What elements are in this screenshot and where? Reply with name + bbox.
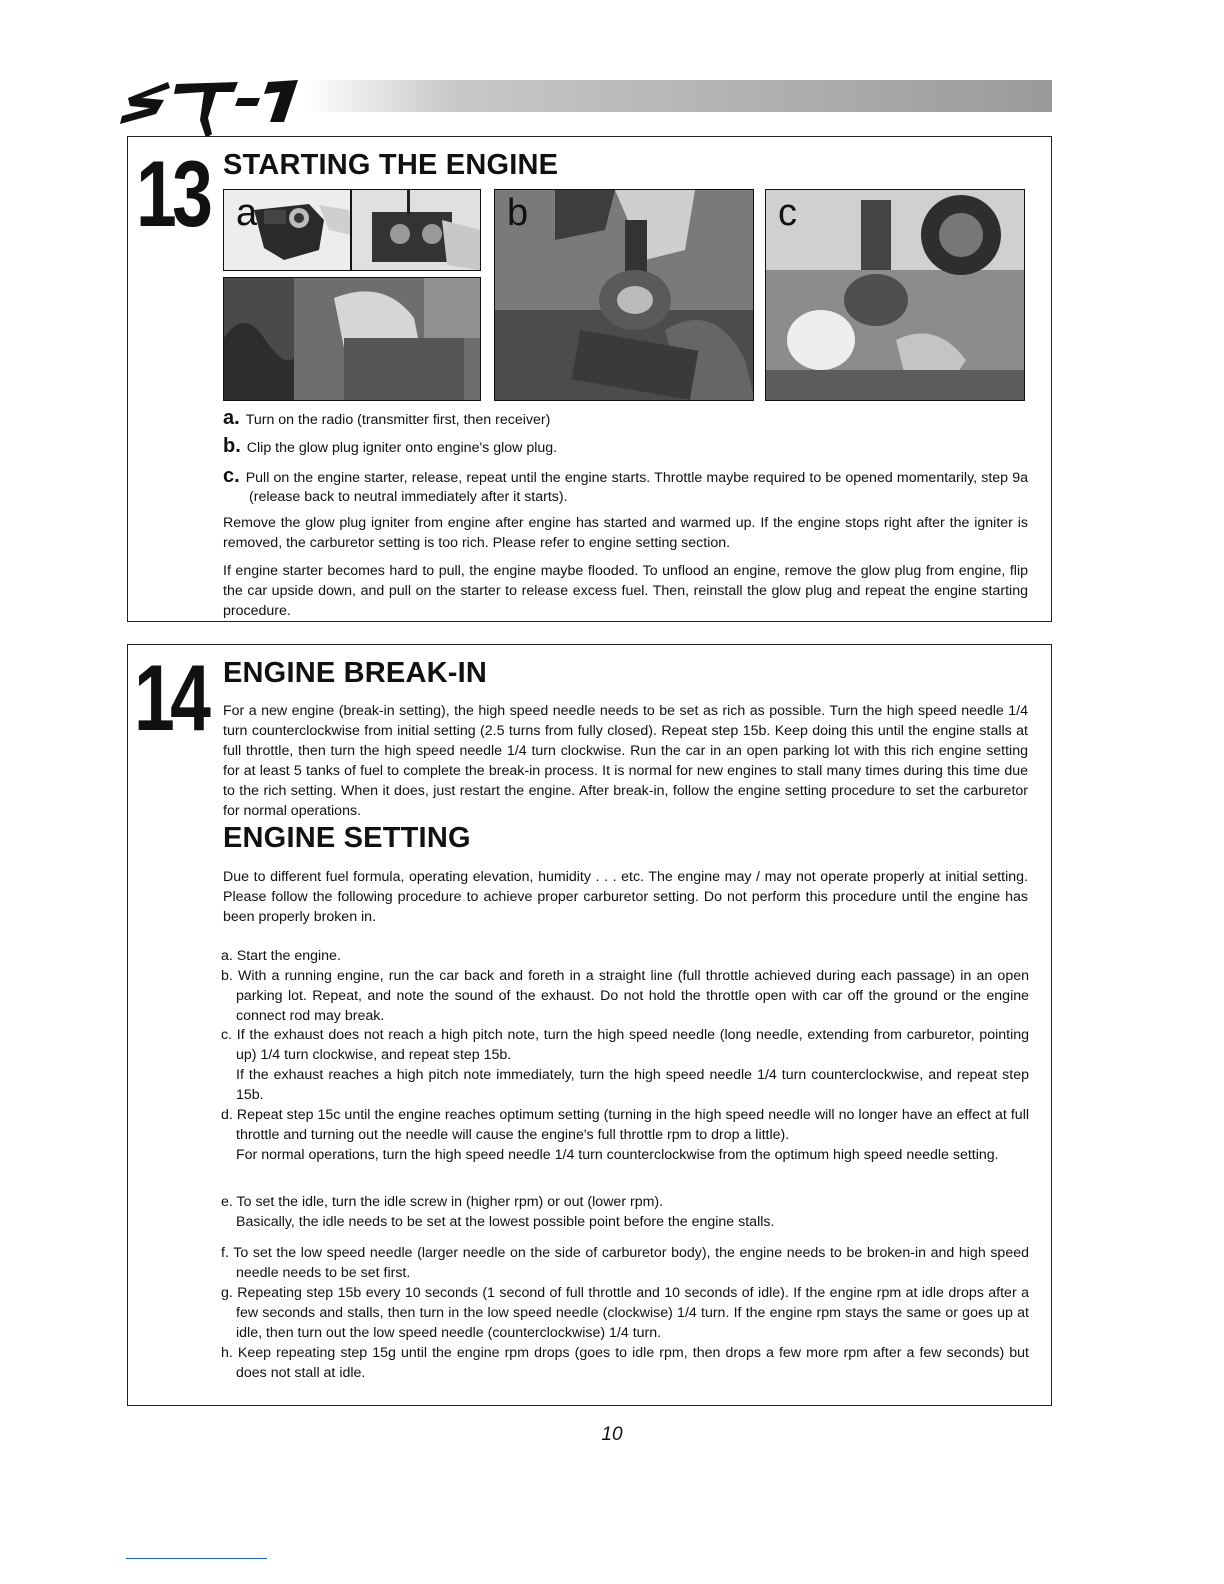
setting-step-h: h. Keep repeating step 15g until the engine rpm drops (goes to idle rpm, then drops a few more rpm after a few seconds) but does not stall at idle. <box>221 1345 1029 1381</box>
setting-step-d-note: For normal operations, turn the high speed needle 1/4 turn counterclockwise from the optimum high speed needle setting. <box>236 1147 999 1163</box>
step-c-letter: c. <box>223 465 240 487</box>
setting-step-e: e. To set the idle, turn the idle screw in (higher rpm) or out (lower rpm). <box>221 1194 664 1210</box>
setting-intro-paragraph: Due to different fuel formula, operating elevation, humidity . . . etc. The engine may / may not operate properly at initial setting. Please follow the following procedure to achieve proper carburetor setting. Do not perform this procedure until the engine has been properly broken in. <box>223 869 1028 925</box>
photo-label-b: b <box>507 192 529 234</box>
breakin-title: ENGINE BREAK-IN <box>223 657 488 689</box>
st1-logo <box>120 74 310 140</box>
setting-step-c: c. If the exhaust does not reach a high pitch note, turn the high speed needle (long needle, extending from carburetor, pointing up) 1/4 turn clockwise, and repeat step 15b. <box>221 1027 1029 1063</box>
igniter-removal-paragraph: Remove the glow plug igniter from engine after engine has started and warmed up. If the engine stops right after the igniter is removed, the carburetor setting is too rich. Please refer to engine setting section. <box>223 515 1028 551</box>
photo-transmitter <box>223 189 351 271</box>
setting-step-f: f. To set the low speed needle (larger needle on the side of carburetor body), the engine needs to be broken-in and high speed needle needs to be set first. <box>221 1245 1029 1281</box>
footer-rule <box>126 1558 267 1559</box>
photo-receiver <box>351 189 481 271</box>
page-number: 10 <box>601 1424 623 1445</box>
photo-label-c: c <box>778 192 797 234</box>
photo-label-a: a <box>236 192 258 234</box>
step-a-text: Turn on the radio (transmitter first, then receiver) <box>245 412 551 428</box>
section-starting-engine <box>127 136 1052 622</box>
step-c-caption <box>223 467 1028 507</box>
setting-step-a: a. Start the engine. <box>221 948 341 964</box>
step-a-letter: a. <box>223 407 240 429</box>
step-number: 14 <box>134 645 207 750</box>
flooded-engine-paragraph: If engine starter becomes hard to pull, the engine maybe flooded. To unflood an engine, remove the glow plug from engine, flip the car upside down, and pull on the starter to release excess fuel. Then, reinstall the glow plug and repeat the engine starting procedure. <box>223 563 1028 619</box>
step-b-text: Clip the glow plug igniter onto engine's glow plug. <box>246 440 558 456</box>
step-b-caption <box>223 437 1028 458</box>
step-a-caption <box>223 409 1028 430</box>
step-b-letter: b. <box>223 435 241 457</box>
setting-title: ENGINE SETTING <box>223 822 471 854</box>
section-engine-breakin-setting <box>127 644 1052 1406</box>
setting-step-g: g. Repeating step 15b every 10 seconds (1 second of full throttle and 10 seconds of idle). If the engine rpm at idle drops after a few seconds and stalls, then turn in the low speed needle (clockwise) 1/4 turn. If the engine rpm stays the same or goes up at idle, then turn out the low speed needle (counterclockwise) 1/4 turn. <box>221 1285 1029 1341</box>
setting-step-c-note: If the exhaust reaches a high pitch note immediately, turn the high speed needle 1/4 turn counterclockwise, and repeat step 15b. <box>236 1067 1029 1103</box>
setting-step-e-note: Basically, the idle needs to be set at the lowest possible point before the engine stalls. <box>236 1214 775 1230</box>
photo-glow-igniter <box>494 189 754 401</box>
step-c-text: Pull on the engine starter, release, repeat until the engine starts. Throttle maybe required to be opened momentarily, step 9a (release back to neutral immediately after it starts). <box>245 470 1028 505</box>
page-header <box>120 74 1052 140</box>
setting-step-b: b. With a running engine, run the car back and foreth in a straight line (full throttle achieved during each passage) in an open parking lot. Repeat, and note the sound of the exhaust. Do not hold the throttle open with car off the ground or the engine connect rod may break. <box>221 968 1029 1024</box>
step-number: 13 <box>136 141 209 246</box>
photo-pull-starter <box>765 189 1025 401</box>
header-gradient-bar <box>304 80 1052 112</box>
photo-switch-on <box>223 277 481 401</box>
setting-step-d: d. Repeat step 15c until the engine reaches optimum setting (turning in the high speed needle will no longer have an effect at full throttle and turning out the needle will cause the engine's full throttle rpm to drop a little). <box>221 1107 1029 1143</box>
section-title: STARTING THE ENGINE <box>223 149 559 181</box>
breakin-paragraph: For a new engine (break-in setting), the high speed needle needs to be set as rich as possible. Turn the high speed needle 1/4 turn counterclockwise from initial setting (2.5 turns from fully closed). Repeat step 15b. Keep doing this until the engine stalls at full throttle, then turn the high speed needle 1/4 turn clockwise. Run the car in an open parking lot with this rich engine setting for at least 5 tanks of fuel to complete the break-in process. It is normal for new engines to stall many times during this time due to the rich setting. When it does, just restart the engine. After break-in, follow the engine setting procedure to set the carburetor for normal operations. <box>223 703 1028 819</box>
